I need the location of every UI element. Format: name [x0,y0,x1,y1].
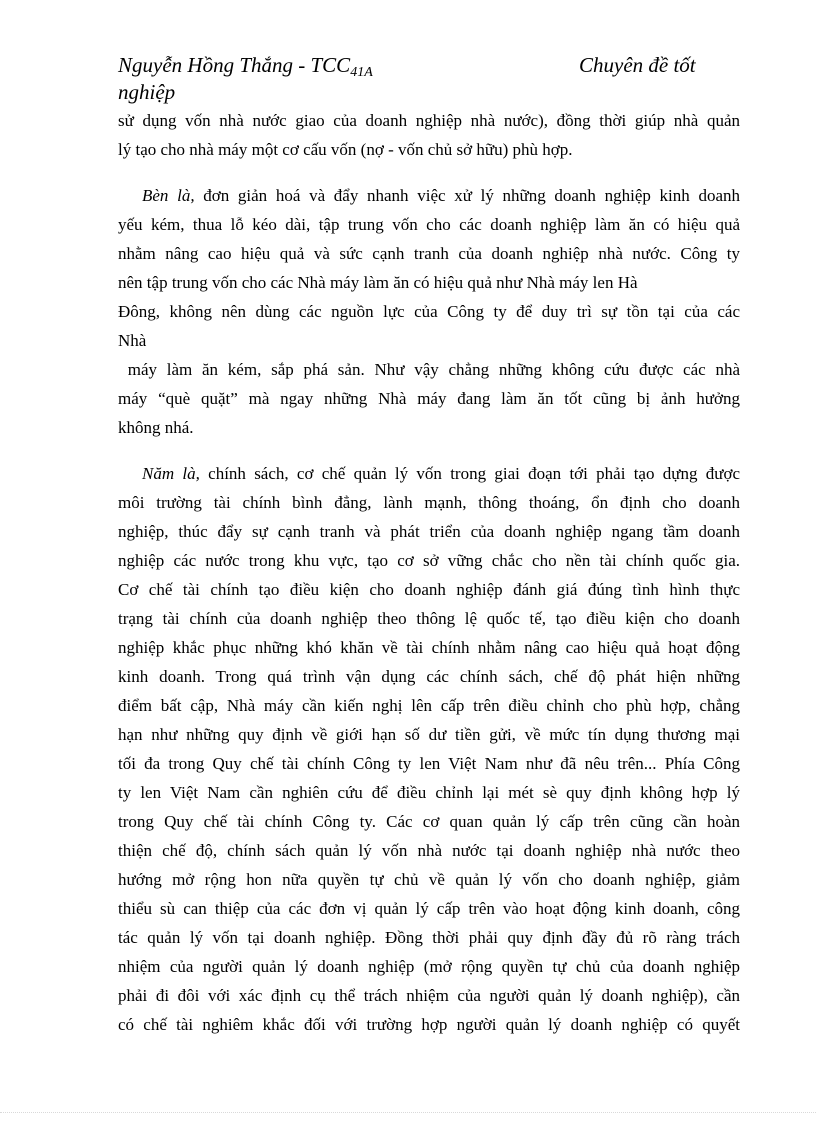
paragraph-lead: Năm là, [142,464,200,483]
text-run: chính sách, cơ chế quản lý vốn trong giai đoạn tới phải tạo dựng được [199,464,740,483]
header-author-name: Nguyễn Hồng Thắng - TCC [118,53,351,77]
header-title: Chuyên đề tốt [579,53,696,77]
paragraph-lead: Bèn là, [142,186,195,205]
text-line: không nhá. [118,418,194,437]
text-line: máy “què quặt” mà ngay những Nhà máy đang làm ăn tốt cũng bị ảnh hưởng [118,389,740,408]
text-line: nên tập trung vốn cho các Nhà máy làm ăn có hiệu quả như Nhà máy len Hà [118,273,638,292]
text-line: sử dụng vốn nhà nước giao của doanh nghiệp nhà nước), đồng thời giúp nhà quản [118,111,740,130]
text-run: đơn giản hoá và đẩy nhanh việc xử lý những doanh nghiệp kinh doanh [194,186,740,205]
text-line: môi trường tài chính bình đẳng, lành mạnh, thông thoáng, ổn định cho doanh [118,493,740,512]
text-line: kinh doanh. Trong quá trình vận dụng các chính sách, chế độ phát hiện những [118,667,740,686]
text-line: thiện chế độ, chính sách quản lý vốn nhà nước tại doanh nghiệp nhà nước theo [118,841,740,860]
paragraph-continued [118,106,740,164]
body-text [118,106,740,1039]
text-line: nghiệp khắc phục những khó khăn về tài chính nhằm nâng cao hiệu quả hoạt động [118,638,740,657]
text-line: máy làm ăn kém, sắp phá sản. Như vậy chẳng những không cứu được các nhà [118,360,740,379]
text-line: hướng mở rộng hon nữa quyền tự chủ về quản lý vốn cho doanh nghiệp, giảm [118,870,740,889]
text-line: Đông, không nên dùng các nguồn lực của Công ty để duy trì sự tồn tại của các [118,302,740,321]
text-line: điểm bất cập, Nhà máy cần kiến nghị lên cấp trên điều chỉnh cho phù hợp, chẳng [118,696,740,715]
paragraph-nam-la [118,459,740,1039]
page-bottom-rule [0,1112,816,1113]
text-line: tối đa trong Quy chế tài chính Công ty len Việt Nam như đã nêu trên... Phía Công [118,754,740,773]
text-line: ty len Việt Nam cần nghiên cứu để điều chỉnh lại mét sè quy định không hợp lý [118,783,740,802]
text-line: Cơ chế tài chính tạo điều kiện cho doanh nghiệp đánh giá đúng tình hình thực [118,580,740,599]
text-line: phải đi đôi với xác định cụ thể trách nhiệm của người quản lý doanh nghiệp), cần [118,986,740,1005]
text-line: yếu kém, thua lỗ kéo dài, tập trung vốn cho các doanh nghiệp làm ăn có hiệu quả [118,215,740,234]
paragraph-ben-la [118,181,740,442]
text-line: nhiệm của người quản lý doanh nghiệp (mở rộng quyền tự chủ của doanh nghiệp [118,957,740,976]
page-header [118,52,718,112]
text-line [118,459,740,488]
text-line: nghiệp, thúc đẩy sự cạnh tranh và phát triển của doanh nghiệp ngang tầm doanh [118,522,740,541]
header-author-class: 41A [350,65,373,80]
text-line: tác quản lý vốn tại doanh nghiệp. Đồng thời phải quy định đầy đủ rõ ràng trách [118,928,740,947]
text-line: có chế tài nghiêm khắc đối với trường hợp người quản lý doanh nghiệp có quyết [118,1015,740,1034]
text-line: nghiệp các nước trong khu vực, tạo cơ sở vững chắc cho nền tài chính quốc gia. [118,551,740,570]
text-line: hạn như những quy định về giới hạn số dư tiền gửi, về mức tín dụng thương mại [118,725,740,744]
text-line: nhằm nâng cao hiệu quả và sức cạnh tranh của doanh nghiệp nhà nước. Công ty [118,244,740,263]
header-title-continued: nghiệp [118,80,176,104]
text-line: lý tạo cho nhà máy một cơ cấu vốn (nợ - vốn chủ sở hữu) phù hợp. [118,140,573,159]
text-line: trạng tài chính của doanh nghiệp theo thông lệ quốc tế, tạo điều kiện cho doanh [118,609,740,628]
text-line: Nhà [118,331,147,350]
text-line: trong Quy chế tài chính Công ty. Các cơ quan quản lý cấp trên cũng cần hoàn [118,812,740,831]
text-line: thiểu sù can thiệp của các đơn vị quản lý cấp trên vào hoạt động kinh doanh, công [118,899,740,918]
text-line [118,181,740,210]
